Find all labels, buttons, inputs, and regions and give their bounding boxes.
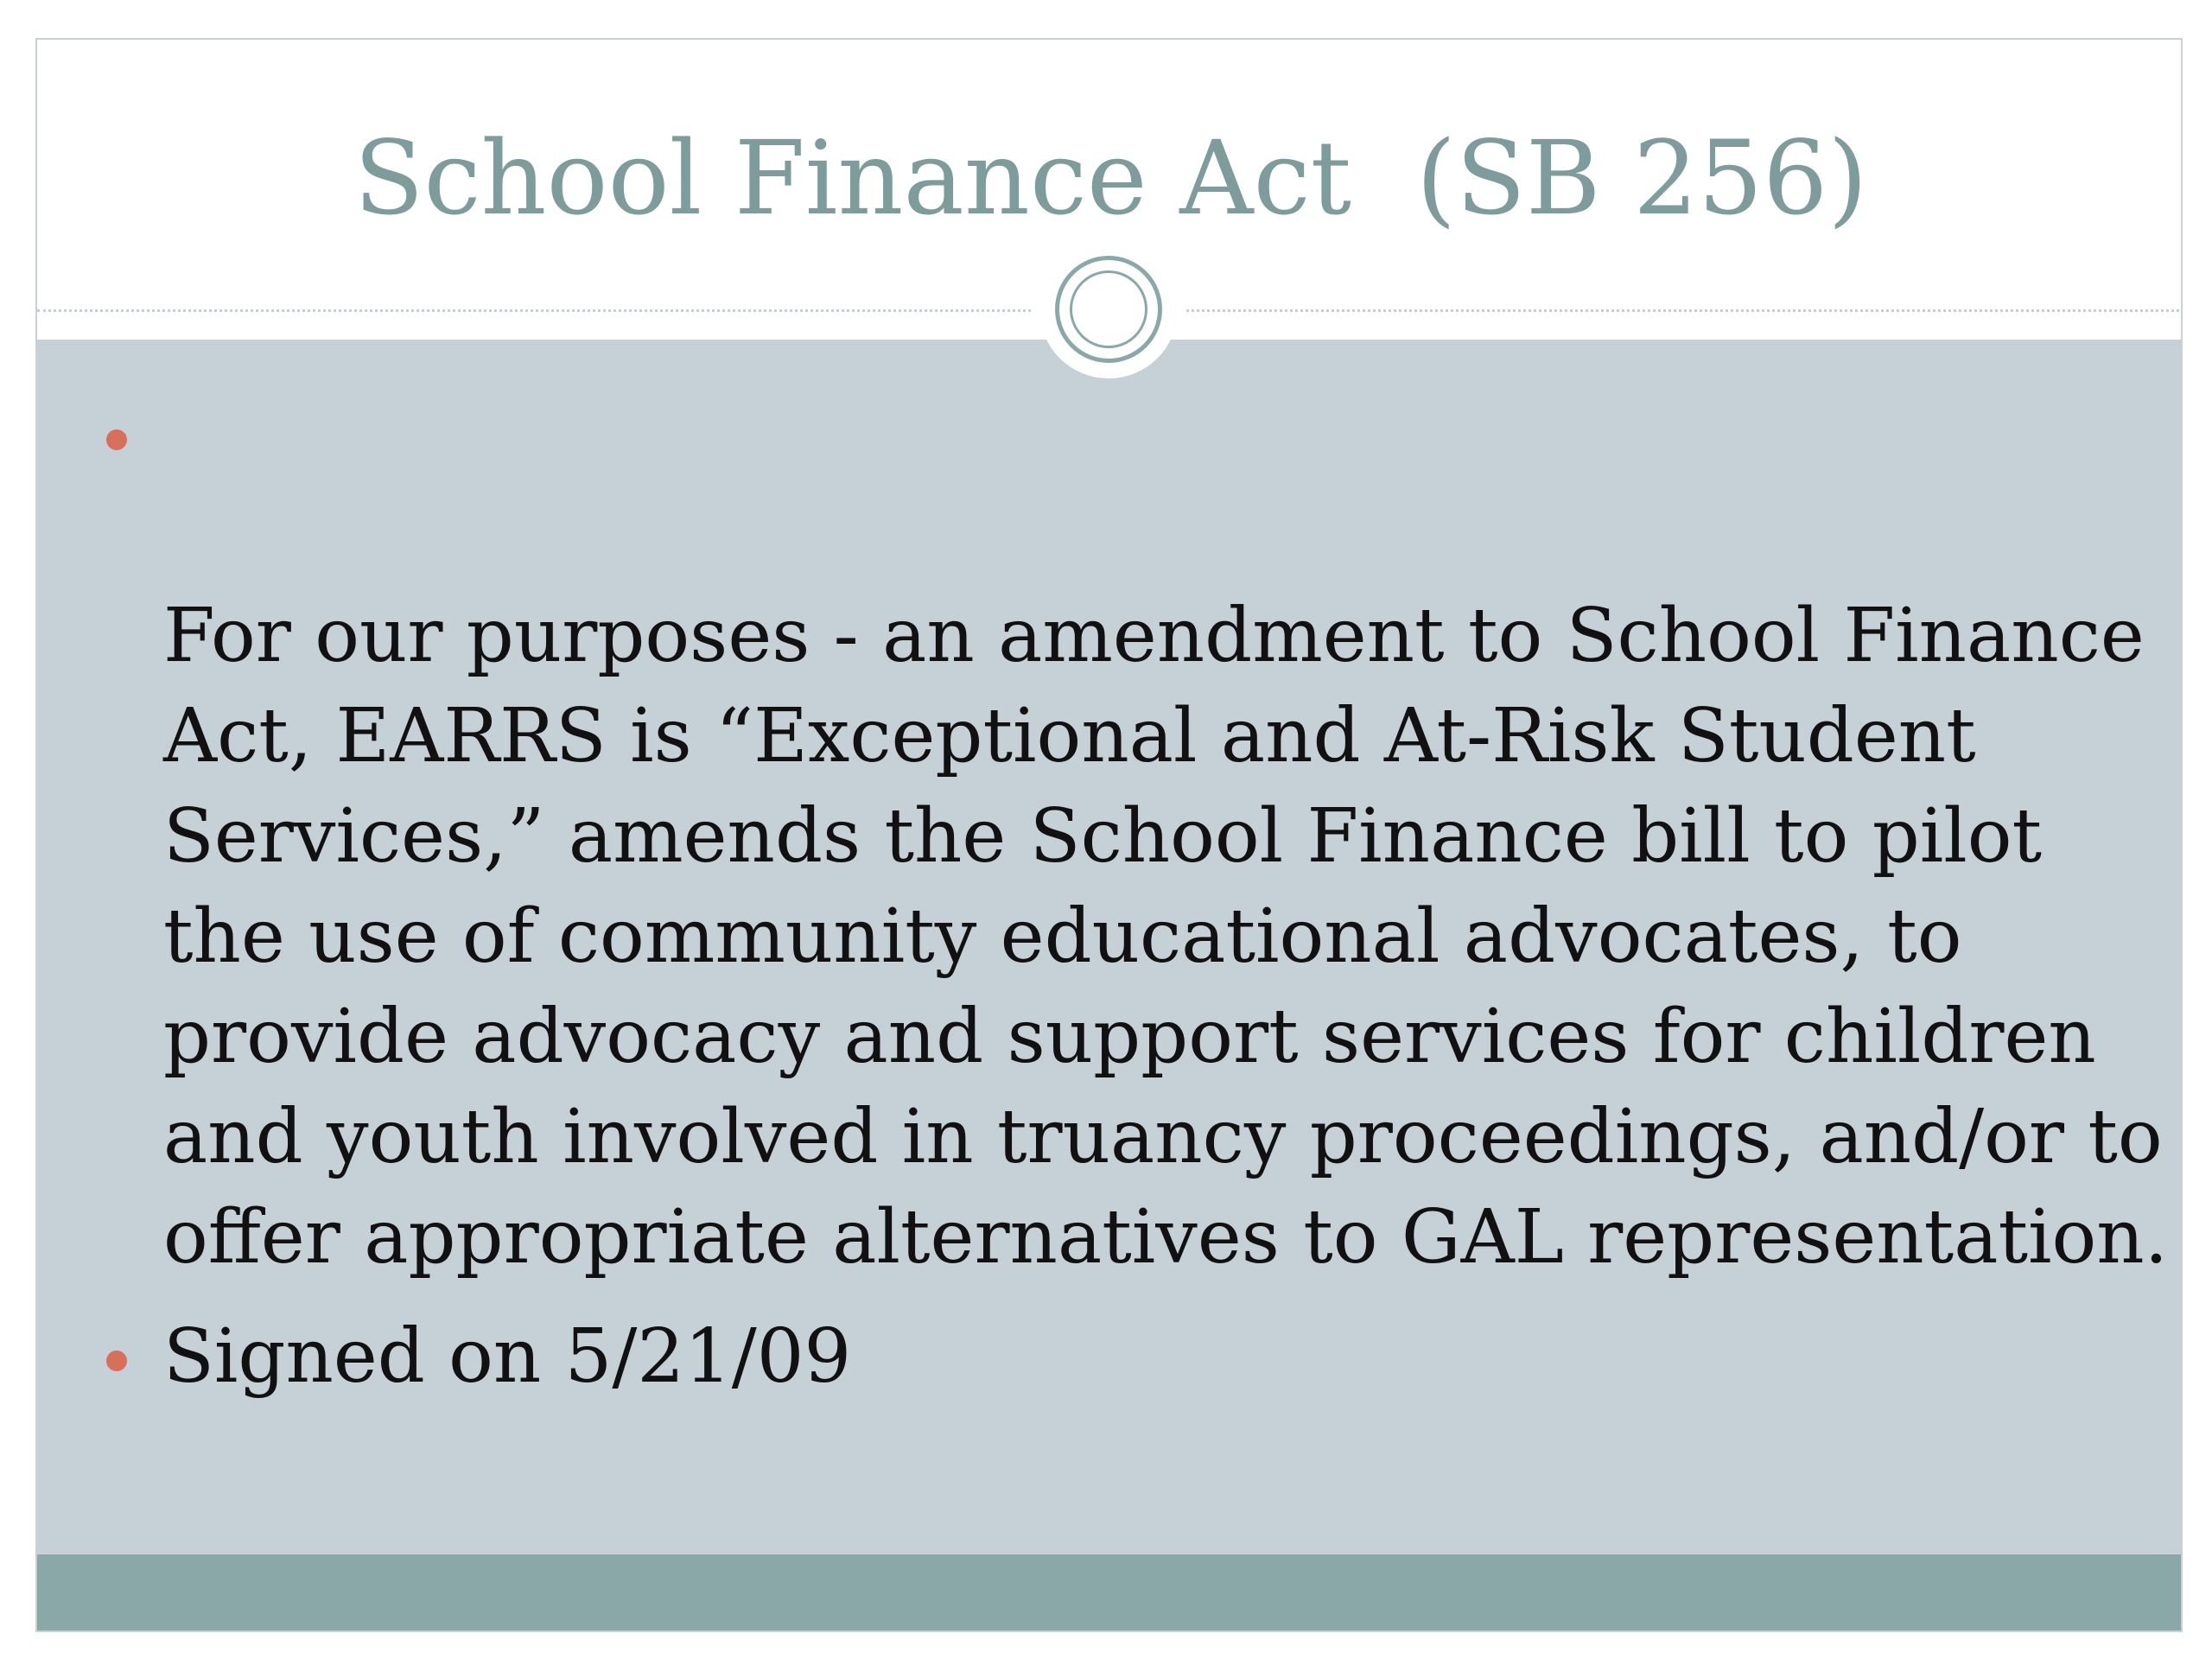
footer-band <box>37 1554 2183 1632</box>
bullet-item-purpose <box>163 385 2177 1287</box>
bullet-item-signed <box>163 1306 2177 1407</box>
bullet-dot-icon <box>106 429 127 450</box>
bullet-text: For our purposes - an amendment to School Finance Act, EARRS is “Exceptional and At-Risk Student Services,” amends the School Finance bill to pilot the use of community educational advocates, to provide advocacy and support services for children and youth involved in truancy proceedings, and/or to offer appropriate alternatives to GAL representation. <box>163 593 2169 1281</box>
title-divider-left <box>37 309 1031 312</box>
bullet-text: Signed on 5/21/09 <box>163 1313 852 1400</box>
ornament-ring <box>1055 256 1162 363</box>
circle-ornament-icon <box>1039 240 1178 378</box>
slide-title: School Finance Act (SB 256) <box>353 118 1868 238</box>
slide <box>35 38 2183 1632</box>
bullet-list <box>163 385 2177 1426</box>
ornament-inner-ring <box>1070 270 1147 348</box>
bullet-dot-icon <box>106 1351 127 1371</box>
title-divider-right <box>1186 309 2183 312</box>
